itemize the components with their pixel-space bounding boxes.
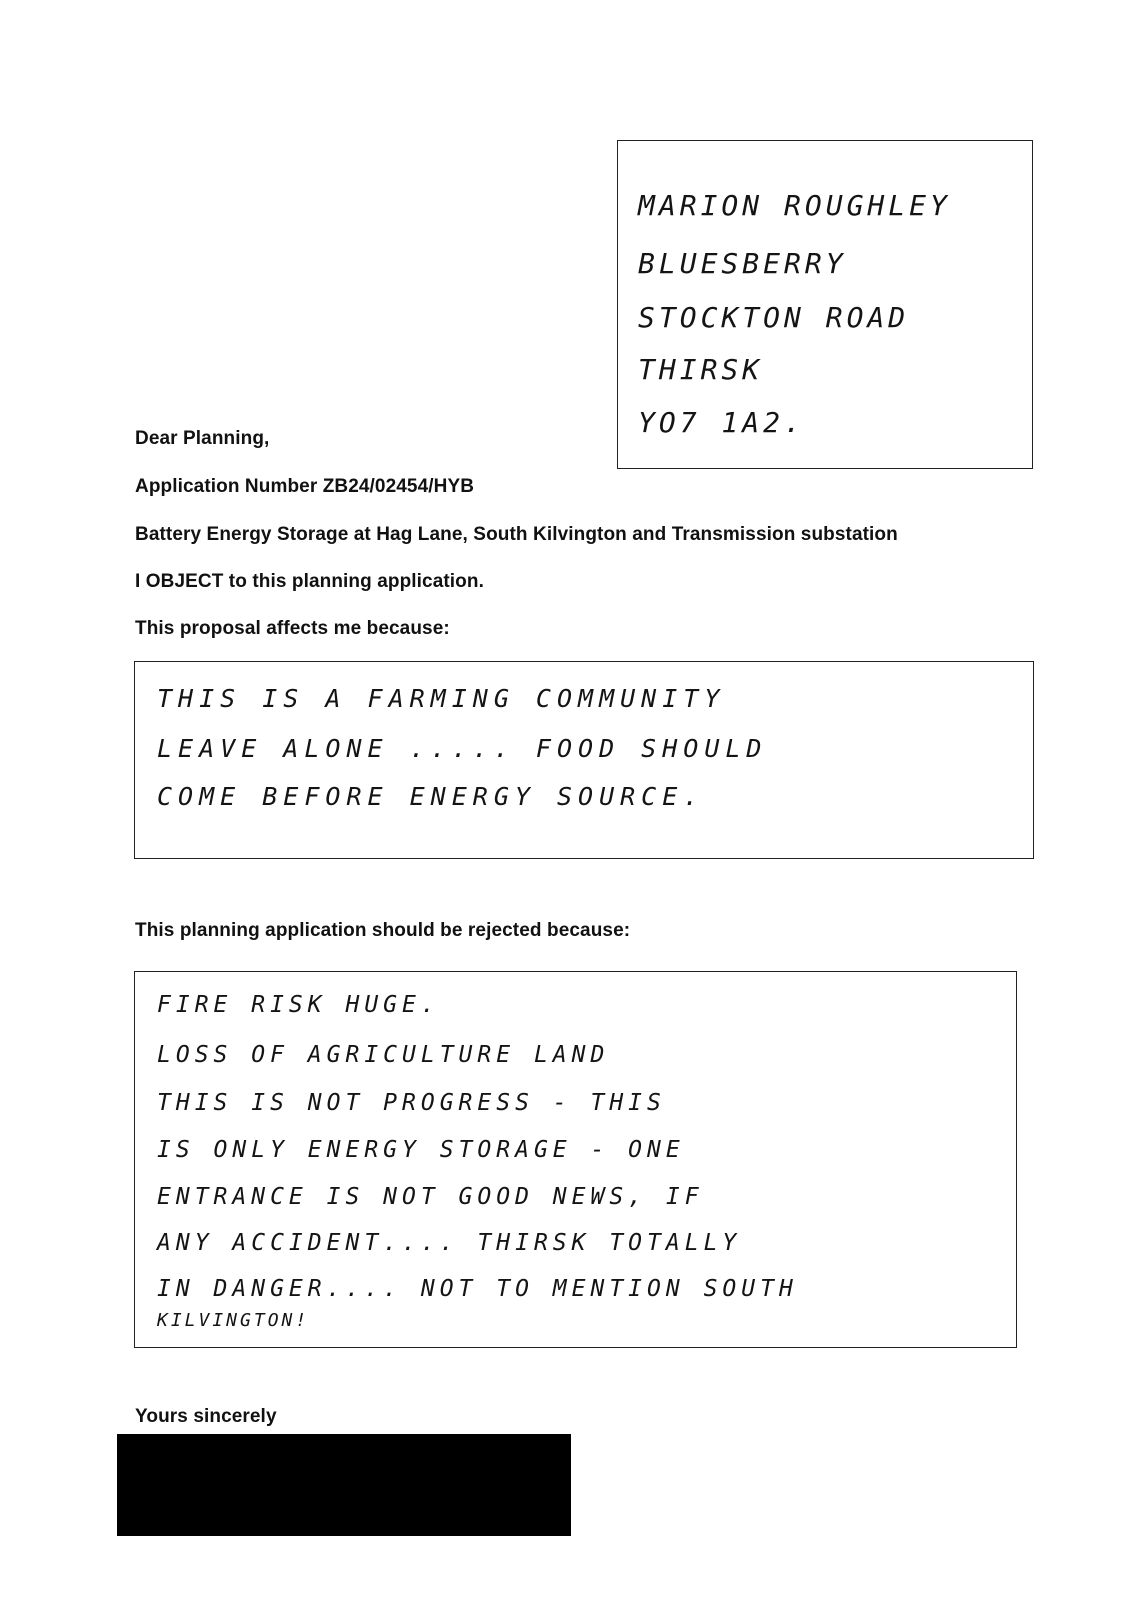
affects-line: THIS IS A FARMING COMMUNITY (157, 684, 726, 713)
affects-response-box (134, 661, 1034, 859)
reject-line: ANY ACCIDENT.... THIRSK TOTALLY (157, 1230, 742, 1256)
salutation: Dear Planning, (135, 428, 270, 449)
address-line-name: MARION ROUGHLEY (638, 189, 951, 222)
redacted-signature (117, 1434, 571, 1536)
closing: Yours sincerely (135, 1406, 277, 1427)
objection-statement: I OBJECT to this planning application. (135, 571, 484, 592)
affects-line: COME BEFORE ENERGY SOURCE. (157, 782, 705, 811)
reject-line: LOSS OF AGRICULTURE LAND (157, 1042, 610, 1068)
address-line-street: STOCKTON ROAD (638, 301, 910, 334)
affects-line: LEAVE ALONE ..... FOOD SHOULD (157, 734, 768, 763)
reject-line: THIS IS NOT PROGRESS - THIS (157, 1090, 666, 1116)
reject-line: FIRE RISK HUGE. (157, 992, 440, 1018)
reject-line: ENTRANCE IS NOT GOOD NEWS, IF (157, 1184, 704, 1210)
reject-line: IS ONLY ENERGY STORAGE - ONE (157, 1137, 685, 1163)
reject-heading: This planning application should be rejected because: (135, 920, 631, 941)
application-number: Application Number ZB24/02454/HYB (135, 476, 475, 497)
reject-line: IN DANGER.... NOT TO MENTION SOUTH (157, 1276, 798, 1302)
affects-heading: This proposal affects me because: (135, 618, 450, 639)
reject-response-box (134, 971, 1017, 1348)
subject-line: Battery Energy Storage at Hag Lane, South Kilvington and Transmission substation (135, 524, 898, 545)
address-line-house: BLUESBERRY (638, 247, 847, 280)
address-line-postcode: YO7 1A2. (638, 406, 805, 439)
reject-line: KILVINGTON! (157, 1310, 310, 1331)
address-line-town: THIRSK (638, 353, 764, 386)
address-box (617, 140, 1033, 469)
